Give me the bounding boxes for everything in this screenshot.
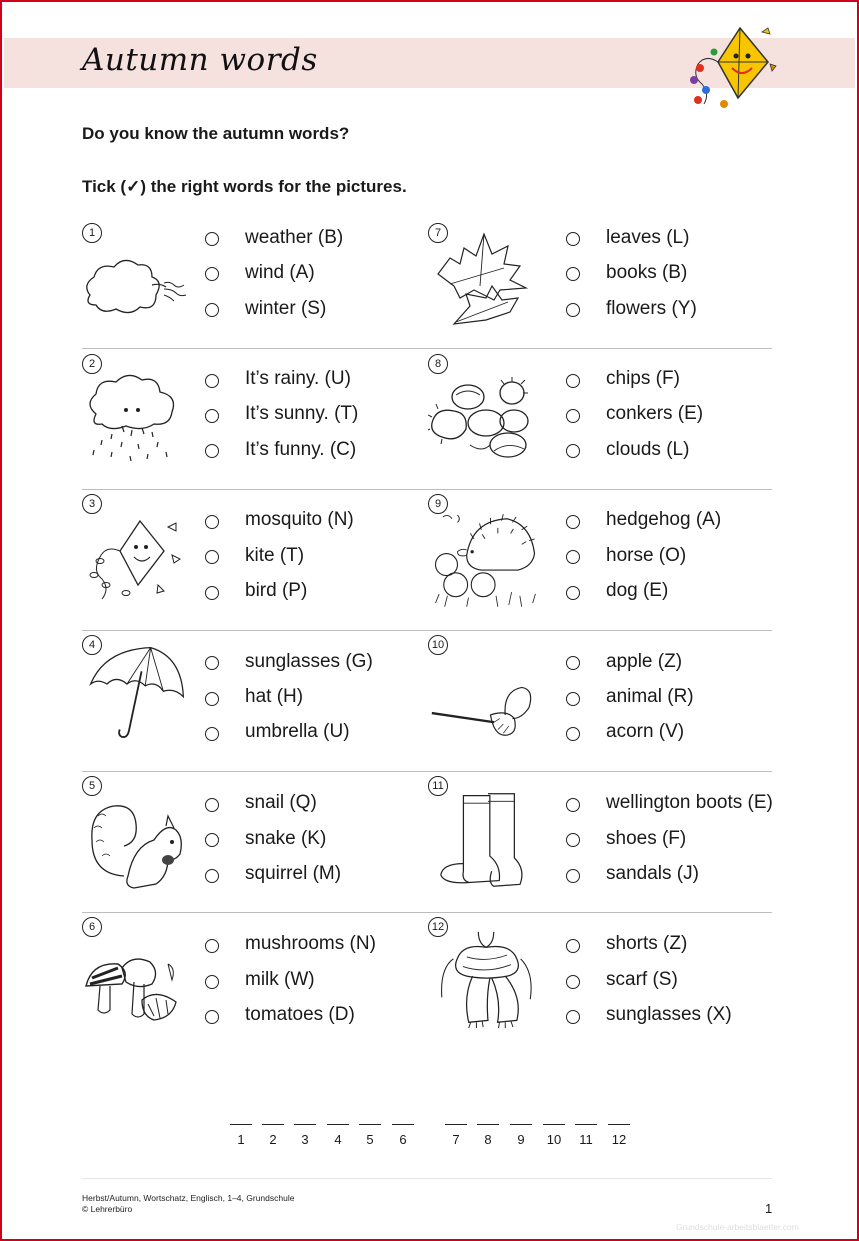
- exercise-number: 6: [82, 917, 102, 937]
- answer-label: 7: [452, 1132, 460, 1147]
- wind-cloud-picture: [80, 240, 190, 340]
- option-radio[interactable]: [566, 374, 580, 388]
- option-label: chips (F): [606, 368, 680, 389]
- option-label: squirrel (M): [245, 863, 342, 884]
- footer-copyright: © Lehrerbüro: [82, 1204, 133, 1214]
- scarf-picture: [432, 930, 542, 1030]
- option-label: conkers (E): [606, 403, 704, 424]
- option-radio[interactable]: [566, 444, 580, 458]
- option-radio[interactable]: [566, 692, 580, 706]
- option-radio[interactable]: [566, 833, 580, 847]
- option-label: hat (H): [245, 686, 304, 707]
- option-label: wellington boots (E): [606, 792, 773, 813]
- answer-label: 6: [399, 1132, 407, 1147]
- answer-label: 9: [517, 1132, 525, 1147]
- option-label: It’s funny. (C): [245, 439, 357, 460]
- answer-blank[interactable]: [230, 1124, 252, 1125]
- exercise-number: 10: [428, 635, 448, 655]
- boots-picture: [432, 790, 542, 890]
- option-label: shoes (F): [606, 828, 687, 849]
- page-title: Autumn words: [82, 42, 318, 78]
- answer-blank[interactable]: [262, 1124, 284, 1125]
- exercise-number: 3: [82, 494, 102, 514]
- exercise-number: 1: [82, 223, 102, 243]
- row-divider: [82, 630, 772, 631]
- option-label: scarf (S): [606, 969, 678, 990]
- option-label: milk (W): [245, 969, 315, 990]
- answer-blank[interactable]: [510, 1124, 532, 1125]
- option-radio[interactable]: [566, 727, 580, 741]
- option-radio[interactable]: [566, 550, 580, 564]
- option-label: umbrella (U): [245, 721, 350, 742]
- option-label: sandals (J): [606, 863, 699, 884]
- answer-label: 10: [546, 1132, 562, 1147]
- option-label: shorts (Z): [606, 933, 688, 954]
- option-radio[interactable]: [566, 798, 580, 812]
- option-radio[interactable]: [205, 975, 219, 989]
- kite-picture: [82, 510, 192, 610]
- option-radio[interactable]: [566, 303, 580, 317]
- option-label: winter (S): [245, 298, 327, 319]
- page-number: 1: [765, 1201, 773, 1216]
- option-radio[interactable]: [205, 444, 219, 458]
- option-radio[interactable]: [566, 232, 580, 246]
- hedgehog-picture: [430, 510, 540, 610]
- footer-divider: [82, 1178, 772, 1179]
- squirrel-picture: [84, 796, 194, 896]
- exercise-number: 11: [428, 776, 448, 796]
- option-radio[interactable]: [566, 409, 580, 423]
- answer-label: 2: [269, 1132, 277, 1147]
- footer: [82, 1193, 294, 1215]
- answer-label: 12: [611, 1132, 627, 1147]
- footer-line: Herbst/Autumn, Wortschatz, Englisch, 1–4, Grundschule: [82, 1193, 295, 1203]
- exercise-number: 4: [82, 635, 102, 655]
- option-radio[interactable]: [205, 374, 219, 388]
- rain-cloud-picture: [82, 370, 192, 470]
- kite-logo-icon: [684, 24, 780, 110]
- option-label: acorn (V): [606, 721, 685, 742]
- option-label: horse (O): [606, 545, 687, 566]
- option-radio[interactable]: [205, 692, 219, 706]
- option-label: flowers (Y): [606, 298, 697, 319]
- option-radio[interactable]: [205, 409, 219, 423]
- exercise-number: 2: [82, 354, 102, 374]
- answer-label: 11: [579, 1132, 593, 1147]
- exercise-number: 9: [428, 494, 448, 514]
- option-radio[interactable]: [205, 515, 219, 529]
- option-radio[interactable]: [566, 869, 580, 883]
- option-radio[interactable]: [205, 939, 219, 953]
- option-label: animal (R): [606, 686, 694, 707]
- option-radio[interactable]: [205, 586, 219, 600]
- option-radio[interactable]: [205, 303, 219, 317]
- option-radio[interactable]: [205, 232, 219, 246]
- leaves-picture: [430, 228, 540, 328]
- answer-blank[interactable]: [543, 1124, 565, 1125]
- option-radio[interactable]: [566, 267, 580, 281]
- option-label: It’s sunny. (T): [245, 403, 359, 424]
- answer-blank[interactable]: [359, 1124, 381, 1125]
- row-divider: [82, 771, 772, 772]
- answer-blank[interactable]: [477, 1124, 499, 1125]
- option-radio[interactable]: [566, 515, 580, 529]
- mushrooms-picture: [82, 940, 192, 1040]
- watermark: Grundschule-arbeitsblaetter.com: [676, 1222, 799, 1232]
- answer-label: 3: [301, 1132, 309, 1147]
- option-label: snake (K): [245, 828, 327, 849]
- instruction-text: Tick (✓) the right words for the pictures.: [82, 177, 407, 196]
- option-label: leaves (L): [606, 227, 690, 248]
- option-radio[interactable]: [566, 975, 580, 989]
- option-label: sunglasses (X): [606, 1004, 732, 1025]
- option-label: dog (E): [606, 580, 669, 601]
- answer-label: 5: [366, 1132, 374, 1147]
- answer-label: 4: [334, 1132, 342, 1147]
- option-label: kite (T): [245, 545, 305, 566]
- conkers-picture: [428, 368, 538, 468]
- option-label: books (B): [606, 262, 688, 283]
- option-label: sunglasses (G): [245, 651, 373, 672]
- option-label: It’s rainy. (U): [245, 368, 351, 389]
- exercise-number: 12: [428, 917, 448, 937]
- row-divider: [82, 912, 772, 913]
- answer-label: 8: [484, 1132, 492, 1147]
- answer-blank[interactable]: [294, 1124, 316, 1125]
- option-radio[interactable]: [205, 656, 219, 670]
- option-label: apple (Z): [606, 651, 683, 672]
- option-label: mosquito (N): [245, 509, 354, 530]
- option-radio[interactable]: [566, 586, 580, 600]
- option-label: weather (B): [245, 227, 344, 248]
- option-label: mushrooms (N): [245, 933, 376, 954]
- option-radio[interactable]: [205, 727, 219, 741]
- row-divider: [82, 489, 772, 490]
- option-radio[interactable]: [205, 1010, 219, 1024]
- option-radio[interactable]: [205, 798, 219, 812]
- answer-blank[interactable]: [327, 1124, 349, 1125]
- option-radio[interactable]: [205, 869, 219, 883]
- exercise-number: 5: [82, 776, 102, 796]
- umbrella-picture: [82, 644, 192, 744]
- option-radio[interactable]: [566, 939, 580, 953]
- question-text: Do you know the autumn words?: [82, 124, 350, 143]
- acorn-picture: [430, 664, 540, 764]
- option-label: clouds (L): [606, 439, 690, 460]
- option-label: wind (A): [245, 262, 315, 283]
- answer-blank[interactable]: [608, 1124, 630, 1125]
- option-radio[interactable]: [205, 550, 219, 564]
- answer-blank[interactable]: [392, 1124, 414, 1125]
- answer-blank[interactable]: [445, 1124, 467, 1125]
- option-radio[interactable]: [205, 267, 219, 281]
- option-radio[interactable]: [205, 833, 219, 847]
- option-radio[interactable]: [566, 1010, 580, 1024]
- option-label: tomatoes (D): [245, 1004, 355, 1025]
- option-label: bird (P): [245, 580, 308, 601]
- option-label: snail (Q): [245, 792, 317, 813]
- answer-blank[interactable]: [575, 1124, 597, 1125]
- exercise-number: 7: [428, 223, 448, 243]
- answer-label: 1: [237, 1132, 245, 1147]
- exercise-number: 8: [428, 354, 448, 374]
- row-divider: [82, 348, 772, 349]
- option-label: hedgehog (A): [606, 509, 722, 530]
- option-radio[interactable]: [566, 656, 580, 670]
